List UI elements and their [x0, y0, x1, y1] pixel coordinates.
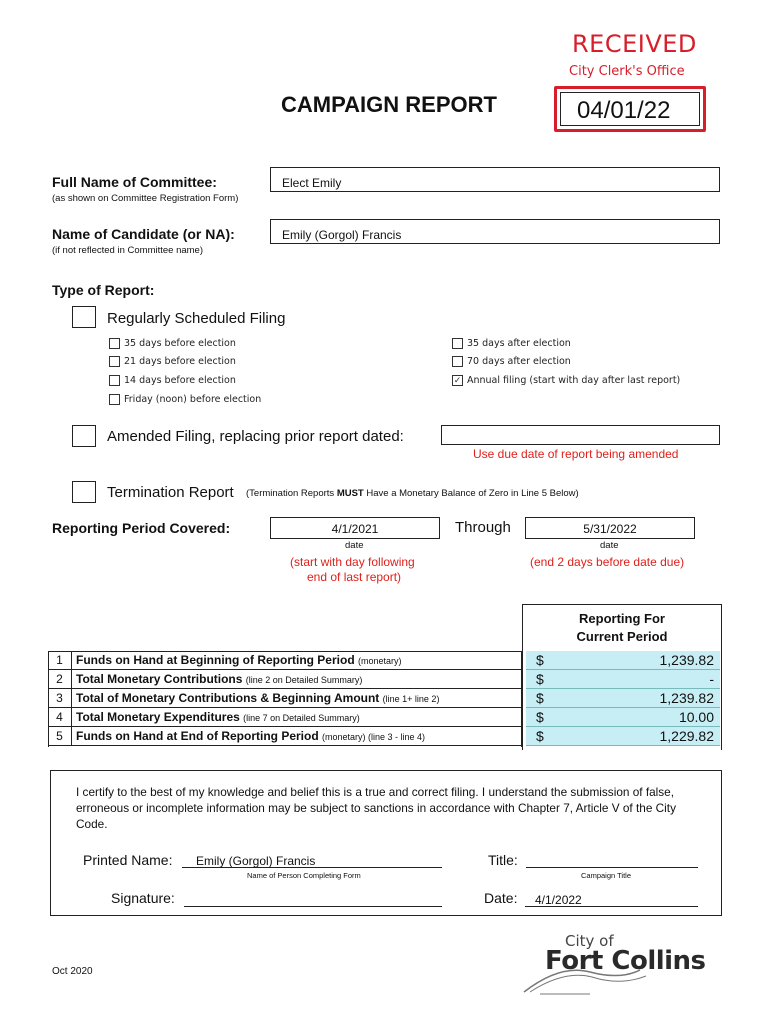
summary-header-2: Current Period — [576, 629, 668, 644]
logo-city-of: City of — [565, 932, 614, 950]
candidate-name-value: Emily (Gorgol) Francis — [282, 228, 402, 242]
currency-symbol: $ — [536, 652, 544, 668]
form-version: Oct 2020 — [52, 966, 93, 977]
title-label: Title: — [488, 852, 518, 868]
printed-name-value: Emily (Gorgol) Francis — [196, 854, 316, 868]
period-start-caption: date — [345, 540, 364, 551]
amended-hint: Use due date of report being amended — [473, 447, 679, 461]
candidate-sublabel: (if not reflected in Committee name) — [52, 245, 204, 256]
regular-filing-label: Regularly Scheduled Filing — [107, 310, 286, 327]
regular-option-label: 35 days after election — [467, 338, 571, 349]
regular-option-label: Annual filing (start with day after last report) — [467, 375, 681, 386]
summary-row — [48, 651, 522, 670]
summary-row-label-text: Total of Monetary Contributions & Beginning Amount — [76, 691, 380, 705]
termination-label: Termination Report — [107, 484, 234, 501]
report-type-heading: Type of Report: — [52, 282, 155, 298]
amended-filing-checkbox[interactable] — [72, 425, 96, 447]
stamp-office-text: City Clerk's Office — [569, 64, 685, 79]
summary-row-note: (monetary) (line 3 - line 4) — [322, 732, 426, 742]
summary-row-note: (line 7 on Detailed Summary) — [243, 713, 360, 723]
summary-row — [48, 670, 522, 689]
stamp-date: 04/01/22 — [577, 97, 671, 124]
termination-note-must: MUST — [336, 488, 364, 499]
termination-note-pre: (Termination Reports — [246, 488, 337, 499]
regular-option-label: Friday (noon) before election — [124, 394, 262, 405]
currency-symbol: $ — [536, 709, 544, 725]
regular-option-checkbox[interactable]: ✓ — [453, 375, 462, 385]
stamp-date-inner — [560, 92, 700, 126]
amended-filing-label: Amended Filing, replacing prior report dated: — [107, 428, 404, 445]
summary-row-label — [76, 708, 360, 728]
period-start-hint-1: (start with day following — [290, 555, 415, 569]
summary-row — [48, 689, 522, 708]
committee-name-value: Elect Emily — [282, 176, 342, 190]
summary-row — [48, 727, 522, 746]
period-end-hint: (end 2 days before date due) — [530, 555, 685, 569]
summary-amount-field[interactable] — [526, 651, 720, 670]
period-end-value: 5/31/2022 — [583, 522, 637, 536]
received-stamp — [550, 28, 710, 138]
summary-row-label-text: Total Monetary Expenditures — [76, 710, 240, 724]
regular-option-checkbox[interactable] — [452, 338, 463, 349]
summary-row-label — [76, 651, 402, 671]
regular-filing-checkbox[interactable] — [72, 306, 96, 328]
committee-name-field[interactable] — [270, 167, 720, 192]
period-start-value: 4/1/2021 — [331, 522, 379, 536]
summary-row-label-text: Funds on Hand at Beginning of Reporting Period — [76, 653, 355, 667]
summary-row-label — [76, 689, 439, 709]
regular-option-checkbox[interactable] — [109, 356, 120, 367]
printed-name-field[interactable] — [182, 851, 442, 868]
summary-amount-value: 10.00 — [678, 709, 714, 725]
summary-row-number: 3 — [48, 689, 72, 708]
stamp-received-text: RECEIVED — [572, 30, 697, 58]
summary-row-label — [76, 727, 425, 747]
stamp-date-box — [554, 86, 706, 132]
regular-option-label: 21 days before election — [124, 356, 236, 367]
committee-label: Full Name of Committee: — [52, 174, 217, 190]
period-through-label: Through — [455, 519, 511, 536]
regular-option-checkbox[interactable] — [109, 375, 120, 386]
summary-amount-field[interactable] — [526, 727, 720, 746]
regular-option-label: 14 days before election — [124, 375, 236, 386]
logo-fort-collins: Fort Collins — [545, 946, 706, 976]
regular-option-label: 35 days before election — [124, 338, 236, 349]
summary-row-note: (line 1+ line 2) — [382, 694, 440, 704]
page-title: CAMPAIGN REPORT — [281, 92, 497, 117]
printed-name-caption: Name of Person Completing Form — [247, 871, 361, 880]
date-value: 4/1/2022 — [535, 893, 582, 907]
summary-row — [48, 708, 522, 727]
regular-option-checkbox[interactable] — [109, 394, 120, 405]
committee-sublabel: (as shown on Committee Registration Form) — [52, 193, 239, 204]
termination-checkbox[interactable] — [72, 481, 96, 503]
candidate-name-field[interactable] — [270, 219, 720, 244]
summary-amount-field[interactable] — [526, 708, 720, 727]
summary-row-number: 4 — [48, 708, 72, 727]
summary-row-label — [76, 670, 362, 690]
date-label: Date: — [484, 890, 518, 906]
summary-amount-value: 1,239.82 — [659, 652, 714, 668]
summary-amount-value: - — [709, 671, 714, 687]
signature-field[interactable] — [184, 890, 442, 907]
title-caption: Campaign Title — [581, 871, 632, 880]
certification-box — [50, 770, 722, 916]
title-field[interactable] — [526, 851, 698, 868]
regular-option-checkbox[interactable] — [452, 356, 463, 367]
summary-row-note: (monetary) — [358, 656, 402, 666]
summary-row-number: 2 — [48, 670, 72, 689]
period-start-hint-2: end of last report) — [307, 570, 402, 584]
summary-row-number: 5 — [48, 727, 72, 746]
summary-amount-value: 1,229.82 — [659, 728, 714, 744]
period-end-caption: date — [600, 540, 619, 551]
period-start-field[interactable] — [270, 517, 440, 539]
signature-label: Signature: — [111, 890, 175, 906]
regular-option-label: 70 days after election — [467, 356, 571, 367]
termination-note-post: Have a Monetary Balance of Zero in Line 5 Below) — [363, 488, 579, 499]
printed-name-label: Printed Name: — [83, 852, 173, 868]
currency-symbol: $ — [536, 728, 544, 744]
reporting-period-label: Reporting Period Covered: — [52, 520, 231, 536]
certification-text: I certify to the best of my knowledge and belief this is a true and correct filing. I understand the submission of false, erroneous or incomplete information may be subject to sanctions in accordance with Chapter 7, Article V of the City Code. — [76, 785, 676, 831]
summary-amount-field[interactable] — [526, 689, 720, 708]
period-end-field[interactable] — [525, 517, 695, 539]
summary-row-label-text: Funds on Hand at End of Reporting Period — [76, 729, 319, 743]
date-field[interactable] — [525, 890, 698, 907]
regular-option-checkbox[interactable] — [109, 338, 120, 349]
summary-row-label-text: Total Monetary Contributions — [76, 672, 243, 686]
summary-header-1: Reporting For — [579, 611, 665, 626]
currency-symbol: $ — [536, 690, 544, 706]
termination-note — [246, 488, 579, 499]
summary-row-number: 1 — [48, 651, 72, 670]
summary-row-note: (line 2 on Detailed Summary) — [245, 675, 363, 685]
candidate-label: Name of Candidate (or NA): — [52, 226, 235, 242]
summary-amount-field[interactable] — [526, 670, 720, 689]
summary-amount-value: 1,239.82 — [659, 690, 714, 706]
amended-date-field[interactable] — [441, 425, 720, 445]
fort-collins-logo — [520, 930, 715, 1000]
currency-symbol: $ — [536, 671, 544, 687]
